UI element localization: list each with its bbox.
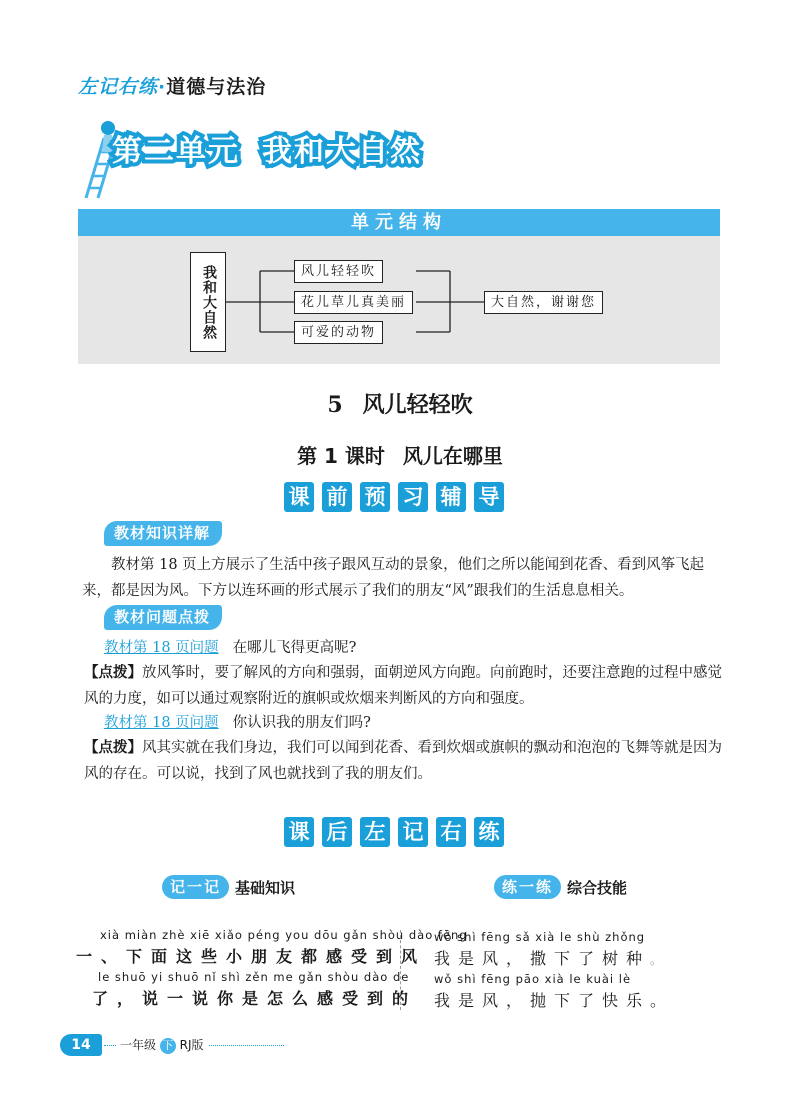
right-pinyin-2: wǒ shì fēng pāo xià le kuài lè: [434, 972, 632, 986]
brand-dot: ·: [158, 76, 167, 98]
lesson-name: 风儿轻轻吹: [362, 393, 473, 418]
structure-root-box: 我和大自然: [190, 252, 226, 352]
right-pinyin-1: wǒ shì fēng sǎ xià le shù zhǒng: [434, 930, 646, 944]
question-1: [104, 637, 356, 659]
comprehensive-skills-label: 综合技能: [567, 878, 628, 897]
structure-branch-3: 可爱的动物: [294, 321, 383, 344]
lesson-title: [0, 388, 800, 419]
tip-label: 【点拨】: [84, 739, 142, 756]
brand-main: 左记右练: [78, 76, 159, 98]
structure-branch-1: 风儿轻轻吹: [294, 260, 383, 283]
series-brand: [78, 72, 266, 99]
banner-tile: 后: [322, 817, 352, 847]
banner-tile: 辅: [436, 482, 466, 512]
question-2: [104, 712, 371, 734]
structure-heading: 单元结构: [78, 209, 720, 236]
comprehensive-skills-heading: [494, 875, 627, 899]
brand-subject: 道德与法治: [166, 76, 267, 98]
banner-tile: 前: [322, 482, 352, 512]
practice-chip: 练一练: [494, 875, 561, 899]
banner-tile: 记: [398, 817, 428, 847]
left-pinyin-2: le shuō yi shuō nǐ shì zěn me gǎn shòu dào de: [98, 970, 410, 984]
banner-tile: 练: [474, 817, 504, 847]
preview-banner: [284, 482, 504, 512]
remember-chip: 记一记: [162, 875, 229, 899]
questions-section-label: 教材问题点拨: [104, 605, 222, 630]
banner-tile: 右: [436, 817, 466, 847]
banner-tile: 导: [474, 482, 504, 512]
unit-number: 第二单元: [112, 134, 240, 169]
basic-knowledge-heading: [162, 875, 295, 899]
banner-tile: 课: [284, 817, 314, 847]
period-number: 第 1 课时: [297, 444, 385, 468]
left-question-line-1: 一、下面这些小朋友都感受到风: [76, 947, 427, 966]
banner-tile: 课: [284, 482, 314, 512]
left-question-line-2: 了，说一说你是怎么感受到的: [92, 989, 418, 1008]
unit-name: 我和大自然: [262, 134, 422, 169]
question-2-text: 你认识我的朋友们吗?: [232, 715, 371, 731]
question-1-text: 在哪儿飞得更高呢?: [232, 640, 357, 656]
page-number: 14: [60, 1034, 102, 1056]
tip-text: 放风筝时，要了解风的方向和强弱，面朝逆风方向跑。向前跑时，还要注意跑的过程中感觉风的力度，如可以通过观察附近的旗帜或炊烟来判断风的方向和强度。: [84, 665, 722, 707]
basic-knowledge-label: 基础知识: [235, 878, 296, 897]
poem-line-1-text: 我是风，撒下了树种: [434, 949, 651, 968]
tip-text: 风其实就在我们身边，我们可以闻到花香、看到炊烟或旗帜的飘动和泡泡的飞舞等就是因为风的存在。可以说，找到了风也就找到了我的朋友们。: [84, 740, 722, 782]
column-divider: [400, 930, 401, 1010]
period-title: [0, 440, 800, 469]
poem-line-1-mark: 。: [650, 953, 671, 967]
left-pinyin-1: xià miàn zhè xiē xiǎo péng you dōu gǎn shòu dào fēng: [100, 928, 468, 942]
banner-tile: 左: [360, 817, 390, 847]
footer-edition: [116, 1036, 208, 1054]
right-poem-line-1: [434, 946, 670, 969]
structure-target-box: 大自然，谢谢您: [484, 291, 603, 314]
banner-tile: 预: [360, 482, 390, 512]
question-1-tip: [84, 660, 724, 712]
unit-title: [112, 126, 444, 170]
footer-term: 下: [160, 1038, 176, 1054]
question-1-ref[interactable]: 教材第 18 页问题: [104, 640, 219, 656]
knowledge-section-label: 教材知识详解: [104, 521, 222, 546]
period-name: 风儿在哪里: [402, 444, 503, 468]
footer-edition-label: RJ版: [179, 1038, 204, 1052]
footer-grade: 一年级: [120, 1038, 157, 1052]
right-poem-line-2: 我是风，抛下了快乐。: [434, 991, 675, 1010]
banner-tile: 习: [398, 482, 428, 512]
question-2-ref[interactable]: 教材第 18 页问题: [104, 715, 219, 731]
question-2-tip: [84, 735, 724, 787]
knowledge-text: 教材第 18 页上方展示了生活中孩子跟风互动的景象，他们之所以能闻到花香、看到风筝飞起来，都是因为风。下方以连环画的形式展示了我们的朋友“风”跟我们的生活息息相关。: [82, 557, 705, 599]
lesson-number: 5: [327, 392, 343, 418]
after-class-banner: [284, 817, 504, 847]
structure-branch-2: 花儿草儿真美丽: [294, 291, 413, 314]
tip-label: 【点拨】: [84, 664, 142, 681]
